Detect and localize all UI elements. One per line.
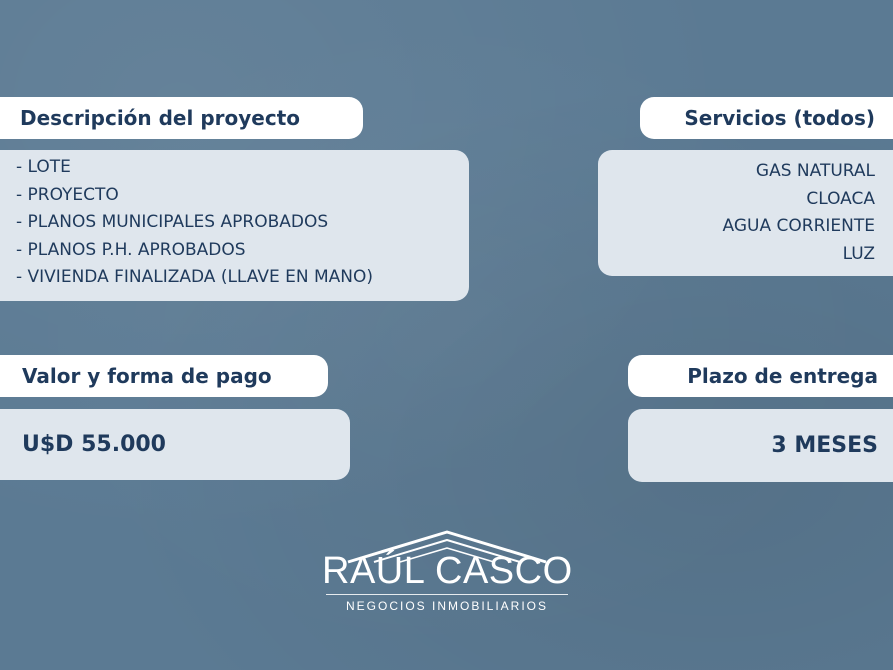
description-box	[0, 150, 469, 301]
price-box	[0, 409, 350, 480]
description-title: Descripción del proyecto	[20, 106, 300, 130]
logo-brand: RAÚL CASCO	[322, 550, 573, 592]
services-item: GAS NATURAL	[755, 161, 875, 181]
delivery-title: Plazo de entrega	[687, 364, 878, 388]
description-item: - PLANOS P.H. APROBADOS	[16, 239, 246, 260]
services-item: AGUA CORRIENTE	[722, 216, 875, 236]
description-item: - PLANOS MUNICIPALES APROBADOS	[16, 212, 329, 232]
services-header	[640, 97, 893, 139]
delivery-box	[628, 409, 893, 482]
description-item: - LOTE	[16, 157, 71, 177]
company-logo	[322, 528, 572, 618]
services-item: LUZ	[842, 243, 875, 264]
description-item: - PROYECTO	[16, 184, 119, 205]
delivery-value: 3 MESES	[771, 433, 878, 458]
services-box	[598, 150, 893, 276]
price-value: U$D 55.000	[22, 432, 166, 457]
delivery-header	[628, 355, 893, 397]
logo-tagline: NEGOCIOS INMOBILIARIOS	[345, 599, 549, 613]
services-title: Servicios (todos)	[684, 106, 875, 130]
price-title: Valor y forma de pago	[22, 364, 272, 388]
price-header	[0, 355, 328, 397]
logo-divider	[326, 594, 568, 595]
description-item: - VIVIENDA FINALIZADA (LLAVE EN MANO)	[16, 267, 373, 287]
description-header	[0, 97, 363, 139]
services-item: CLOACA	[806, 188, 875, 209]
